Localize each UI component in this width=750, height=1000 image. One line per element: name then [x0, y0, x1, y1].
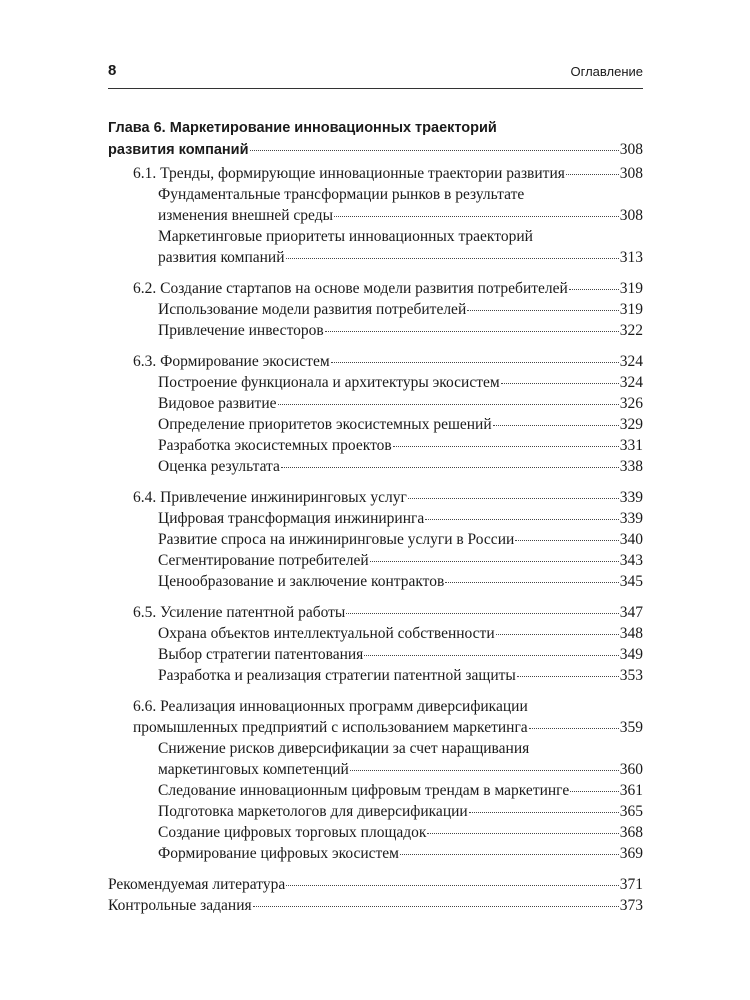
- toc-section[interactable]: [108, 163, 643, 184]
- dot-leader: [281, 467, 619, 468]
- page-ref: 347: [619, 604, 643, 621]
- entry-title: Ценообразование и заключение контрактов: [158, 573, 445, 590]
- entry-title: Оценка результата: [158, 458, 280, 475]
- toc-section[interactable]: [108, 278, 643, 299]
- page-ref: 359: [619, 719, 643, 736]
- entry-title: Формирование цифровых экосистем: [158, 845, 399, 862]
- dot-leader: [364, 655, 618, 656]
- toc-subsection[interactable]: [108, 571, 643, 592]
- spacer: [108, 477, 643, 487]
- toc-subsection[interactable]: [108, 393, 643, 414]
- toc-section[interactable]: [108, 696, 643, 738]
- page-ref: 319: [619, 301, 643, 318]
- page-ref: 369: [619, 845, 643, 862]
- toc-subsection[interactable]: [108, 780, 643, 801]
- toc-subsection[interactable]: [108, 414, 643, 435]
- dot-leader: [334, 216, 619, 217]
- entry-title: Видовое развитие: [158, 395, 277, 412]
- spacer: [108, 341, 643, 351]
- toc-back-matter[interactable]: [108, 895, 643, 916]
- chapter-heading[interactable]: [108, 118, 643, 161]
- dot-leader: [493, 425, 619, 426]
- toc-subsection[interactable]: [108, 623, 643, 644]
- spacer: [108, 268, 643, 278]
- page-ref: 338: [619, 458, 643, 475]
- page-ref: 322: [619, 322, 643, 339]
- toc-subsection[interactable]: [108, 550, 643, 571]
- page-ref: 331: [619, 437, 643, 454]
- entry-title: Рекомендуемая литература: [108, 876, 286, 893]
- dot-leader: [469, 812, 619, 813]
- page-ref: 348: [619, 625, 643, 642]
- entry-title: Разработка и реализация стратегии патентной защиты: [158, 667, 516, 684]
- entry-title: 6.1. Тренды, формирующие инновационные траектории развития: [133, 165, 565, 182]
- chapter-title-line: Глава 6. Маркетирование инновационных траекторий: [108, 120, 497, 136]
- dot-leader: [400, 854, 619, 855]
- dot-leader: [427, 833, 618, 834]
- dot-leader: [569, 289, 619, 290]
- running-title: Оглавление: [570, 64, 643, 79]
- page-ref: 360: [619, 761, 643, 778]
- page-ref: 371: [619, 876, 643, 893]
- entry-title-line: 6.6. Реализация инновационных программ диверсификации: [133, 698, 528, 715]
- entry-title: Подготовка маркетологов для диверсификации: [158, 803, 468, 820]
- toc-subsection[interactable]: [108, 644, 643, 665]
- toc-subsection[interactable]: [108, 738, 643, 780]
- page-ref: 308: [619, 141, 643, 158]
- entry-title-line: Фундаментальные трансформации рынков в результате: [158, 186, 525, 203]
- table-of-contents: [108, 118, 643, 916]
- toc-subsection[interactable]: [108, 184, 643, 226]
- toc-subsection[interactable]: [108, 226, 643, 268]
- page-ref: 343: [619, 552, 643, 569]
- entry-title: 6.3. Формирование экосистем: [133, 353, 330, 370]
- dot-leader: [253, 906, 619, 907]
- page-ref: 373: [619, 897, 643, 914]
- page-ref: 361: [619, 782, 643, 799]
- page-ref: 349: [619, 646, 643, 663]
- page-ref: 345: [619, 573, 643, 590]
- dot-leader: [331, 362, 619, 363]
- page-ref: 368: [619, 824, 643, 841]
- entry-title: Создание цифровых торговых площадок: [158, 824, 427, 841]
- page-ref: 313: [619, 249, 643, 266]
- toc-subsection[interactable]: [108, 843, 643, 864]
- page-ref: 339: [619, 510, 643, 527]
- entry-title: Выбор стратегии патентования: [158, 646, 364, 663]
- dot-leader: [250, 150, 619, 151]
- page-ref: 308: [619, 165, 643, 182]
- dot-leader: [425, 519, 619, 520]
- dot-leader: [515, 540, 618, 541]
- dot-leader: [278, 404, 619, 405]
- dot-leader: [408, 498, 619, 499]
- entry-title: 6.5. Усиление патентной работы: [133, 604, 346, 621]
- toc-subsection[interactable]: [108, 456, 643, 477]
- entry-title: 6.2. Создание стартапов на основе модели развития потребителей: [133, 280, 568, 297]
- toc-section[interactable]: [108, 487, 643, 508]
- entry-title: Следование инновационным цифровым трендам в маркетинге: [158, 782, 570, 799]
- dot-leader: [467, 310, 619, 311]
- page-ref: 308: [619, 207, 643, 224]
- dot-leader: [370, 561, 619, 562]
- toc-subsection[interactable]: [108, 435, 643, 456]
- entry-title: маркетинговых компетенций: [158, 761, 349, 778]
- toc-subsection[interactable]: [108, 801, 643, 822]
- entry-title: Использование модели развития потребителей: [158, 301, 467, 318]
- toc-subsection[interactable]: [108, 665, 643, 686]
- toc-subsection[interactable]: [108, 320, 643, 341]
- toc-section[interactable]: [108, 351, 643, 372]
- spacer: [108, 864, 643, 874]
- entry-title: изменения внешней среды: [158, 207, 334, 224]
- running-header: [108, 62, 643, 89]
- dot-leader: [346, 613, 618, 614]
- dot-leader: [529, 728, 619, 729]
- page-ref: 324: [619, 374, 643, 391]
- spacer: [108, 592, 643, 602]
- page-number: 8: [108, 62, 117, 79]
- page-ref: 324: [619, 353, 643, 370]
- entry-title: Сегментирование потребителей: [158, 552, 369, 569]
- dot-leader: [501, 383, 619, 384]
- dot-leader: [286, 258, 619, 259]
- page-ref: 329: [619, 416, 643, 433]
- dot-leader: [445, 582, 618, 583]
- dot-leader: [496, 634, 619, 635]
- toc-subsection[interactable]: [108, 529, 643, 550]
- entry-title: Цифровая трансформация инжиниринга: [158, 510, 425, 527]
- entry-title-line: Снижение рисков диверсификации за счет наращивания: [158, 740, 530, 757]
- toc-subsection[interactable]: [108, 508, 643, 529]
- toc-subsection[interactable]: [108, 299, 643, 320]
- page-ref: 319: [619, 280, 643, 297]
- toc-subsection[interactable]: [108, 372, 643, 393]
- entry-title: Контрольные задания: [108, 897, 252, 914]
- entry-title: Построение функционала и архитектуры экосистем: [158, 374, 500, 391]
- entry-title-line: Маркетинговые приоритеты инновационных траекторий: [158, 228, 533, 245]
- entry-title: промышленных предприятий с использованием маркетинга: [133, 719, 528, 736]
- page-ref: 340: [619, 531, 643, 548]
- entry-title: развития компаний: [158, 249, 285, 266]
- page-ref: 326: [619, 395, 643, 412]
- page-ref: 365: [619, 803, 643, 820]
- toc-back-matter[interactable]: [108, 874, 643, 895]
- entry-title: Привлечение инвесторов: [158, 322, 324, 339]
- toc-section[interactable]: [108, 602, 643, 623]
- entry-title: 6.4. Привлечение инжиниринговых услуг: [133, 489, 407, 506]
- dot-leader: [570, 791, 619, 792]
- dot-leader: [393, 446, 619, 447]
- entry-title: Разработка экосистемных проектов: [158, 437, 392, 454]
- dot-leader: [350, 770, 619, 771]
- dot-leader: [517, 676, 619, 677]
- entry-title: Развитие спроса на инжиниринговые услуги в России: [158, 531, 515, 548]
- dot-leader: [566, 174, 619, 175]
- toc-subsection[interactable]: [108, 822, 643, 843]
- spacer: [108, 686, 643, 696]
- dot-leader: [325, 331, 619, 332]
- chapter-title-line: развития компаний: [108, 142, 249, 158]
- entry-title: Охрана объектов интеллектуальной собственности: [158, 625, 495, 642]
- page-ref: 353: [619, 667, 643, 684]
- dot-leader: [286, 885, 619, 886]
- page-ref: 339: [619, 489, 643, 506]
- entry-title: Определение приоритетов экосистемных решений: [158, 416, 492, 433]
